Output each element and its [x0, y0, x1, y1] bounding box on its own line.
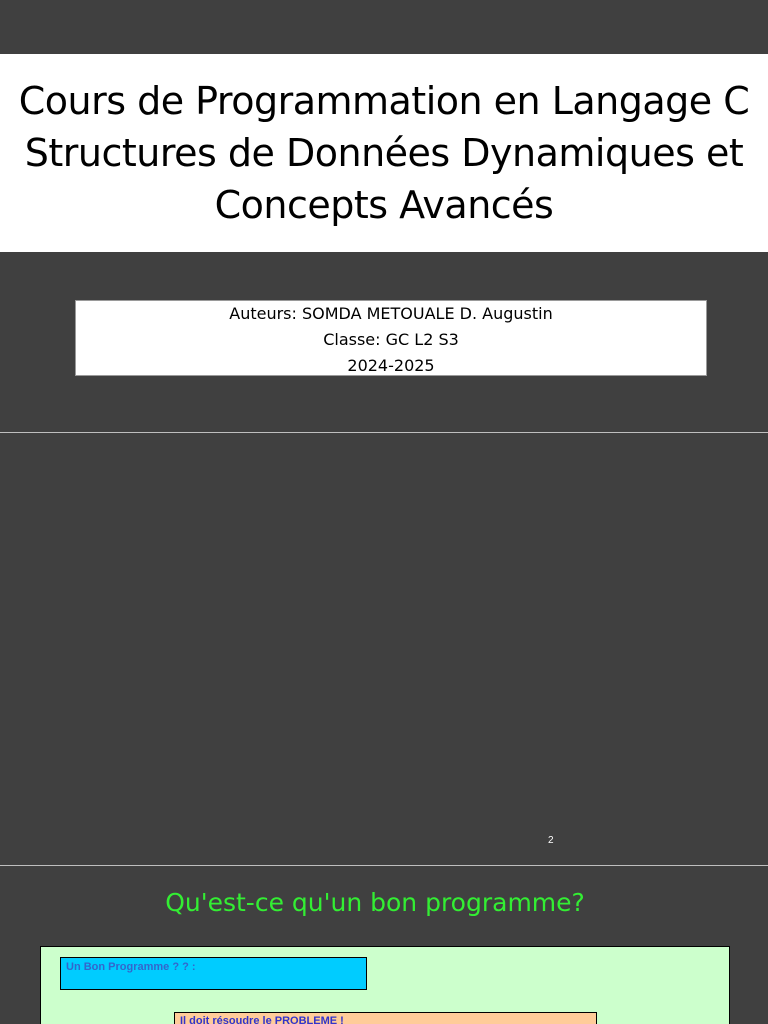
slide-2 — [0, 433, 768, 865]
title-line-3: Concepts Avancés — [214, 183, 554, 227]
slide-1 — [0, 0, 768, 432]
slide-3 — [0, 866, 768, 1024]
slide-title — [19, 75, 750, 231]
title-line-1: Cours de Programmation en Langage C — [18, 79, 750, 123]
page-number: 2 — [548, 835, 554, 846]
authors-text: Auteurs: SOMDA METOUALE D. Augustin — [229, 304, 553, 323]
title-band — [0, 54, 768, 252]
title-line-2: Structures de Données Dynamiques et — [24, 131, 744, 175]
year-text: 2024-2025 — [347, 356, 435, 375]
class-text: Classe: GC L2 S3 — [323, 330, 459, 349]
solve-problem-box: Il doit résoudre le PROBLEME ! — [174, 1012, 597, 1024]
author-info-box — [75, 300, 707, 376]
slide-3-title: Qu'est-ce qu'un bon programme? — [165, 888, 585, 917]
good-program-box: Un Bon Programme ? ? : — [60, 957, 367, 990]
content-panel — [40, 946, 730, 1024]
